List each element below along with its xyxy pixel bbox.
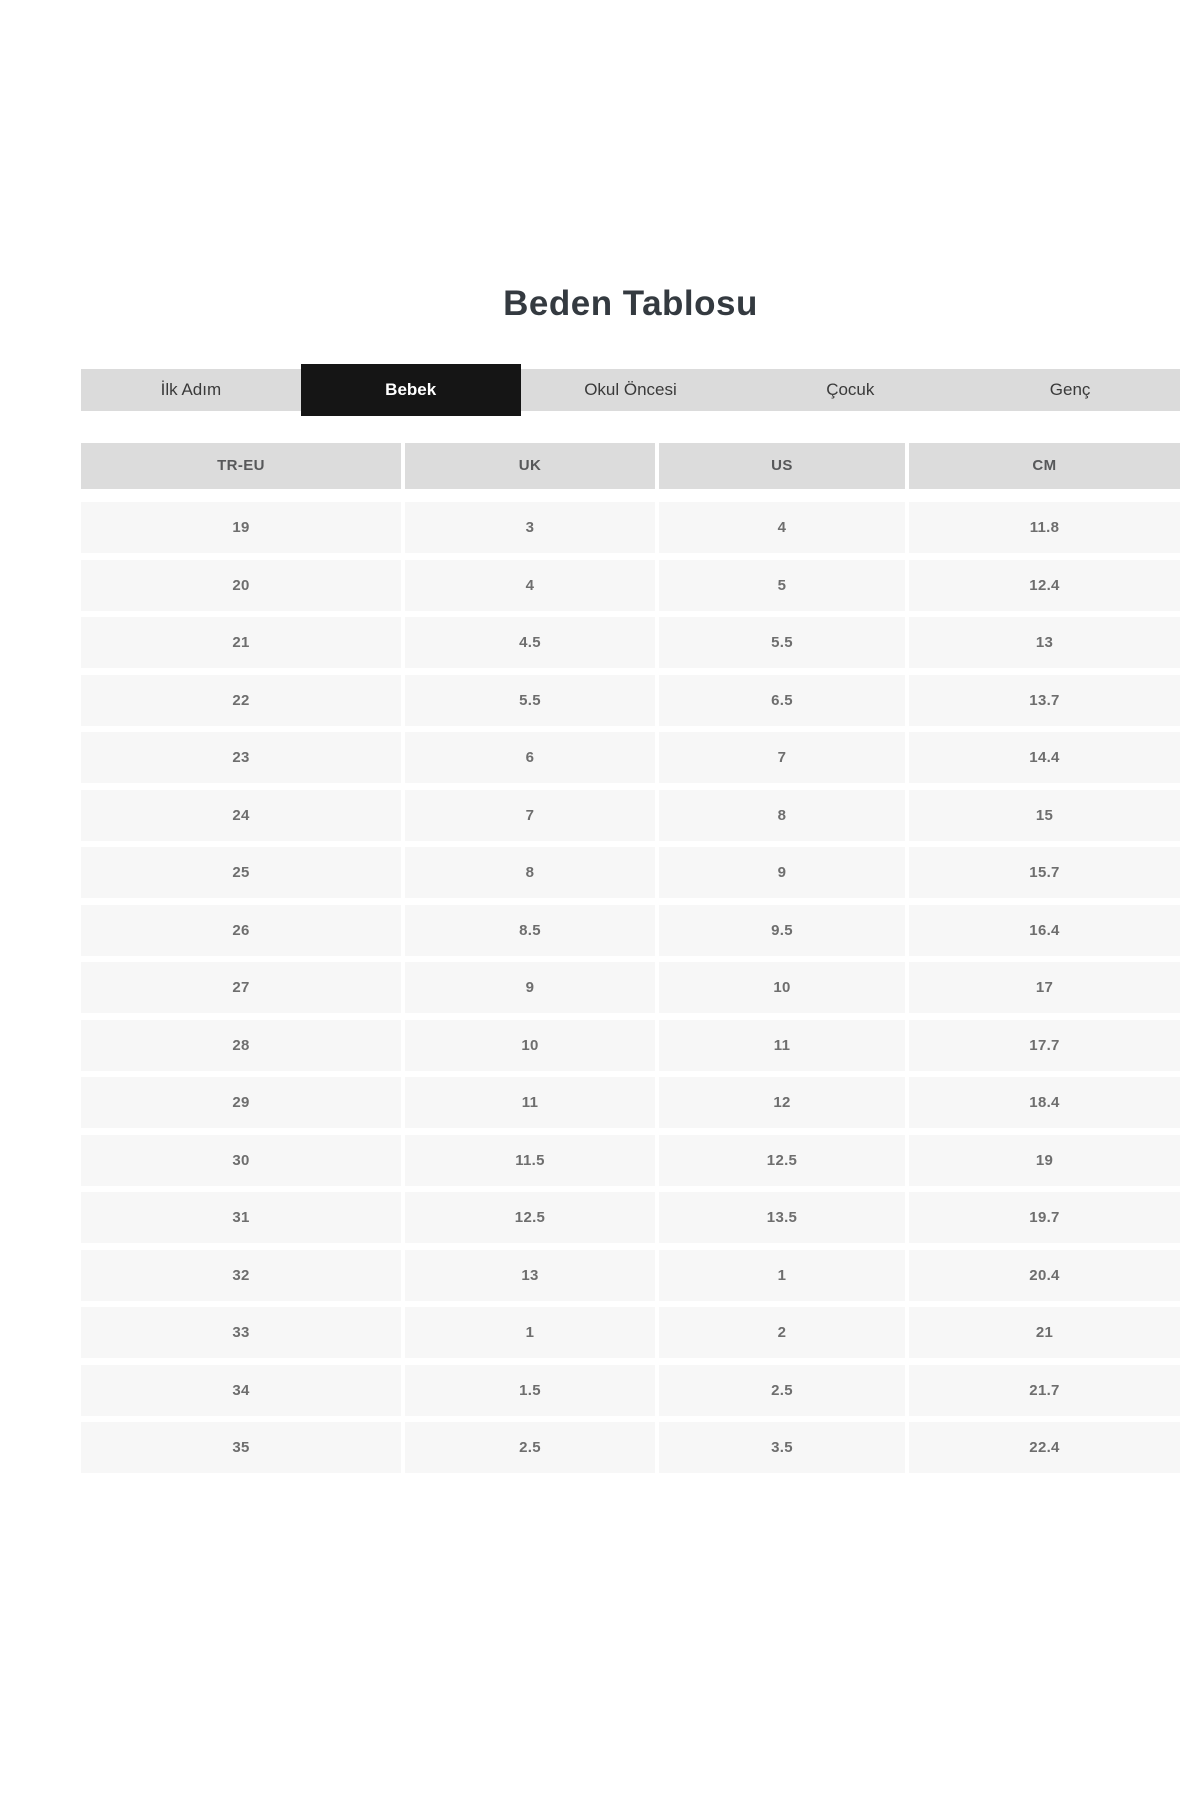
table-row bbox=[81, 732, 1180, 783]
size-table-body bbox=[81, 502, 1180, 1473]
table-cell: 18.4 bbox=[909, 1077, 1180, 1128]
table-cell: 1 bbox=[405, 1307, 655, 1358]
table-cell: 23 bbox=[81, 732, 401, 783]
table-cell: 9 bbox=[405, 962, 655, 1013]
table-cell: 9.5 bbox=[659, 905, 905, 956]
table-cell: 31 bbox=[81, 1192, 401, 1243]
table-cell: 35 bbox=[81, 1422, 401, 1473]
table-cell: 15.7 bbox=[909, 847, 1180, 898]
table-row bbox=[81, 1020, 1180, 1071]
table-row bbox=[81, 675, 1180, 726]
table-cell: 21.7 bbox=[909, 1365, 1180, 1416]
size-category-tabs bbox=[81, 369, 1180, 411]
table-row bbox=[81, 1422, 1180, 1473]
table-cell: 6 bbox=[405, 732, 655, 783]
table-cell: 3.5 bbox=[659, 1422, 905, 1473]
table-row bbox=[81, 790, 1180, 841]
table-cell: 21 bbox=[81, 617, 401, 668]
table-cell: 29 bbox=[81, 1077, 401, 1128]
table-cell: 12.5 bbox=[659, 1135, 905, 1186]
table-cell: 25 bbox=[81, 847, 401, 898]
table-row bbox=[81, 962, 1180, 1013]
table-cell: 13 bbox=[909, 617, 1180, 668]
table-row bbox=[81, 502, 1180, 553]
table-cell: 9 bbox=[659, 847, 905, 898]
table-cell: 4.5 bbox=[405, 617, 655, 668]
table-cell: 22.4 bbox=[909, 1422, 1180, 1473]
table-row bbox=[81, 1307, 1180, 1358]
table-cell: 4 bbox=[405, 560, 655, 611]
table-row bbox=[81, 1077, 1180, 1128]
table-cell: 16.4 bbox=[909, 905, 1180, 956]
table-cell: 19 bbox=[81, 502, 401, 553]
table-cell: 8.5 bbox=[405, 905, 655, 956]
table-cell: 17 bbox=[909, 962, 1180, 1013]
table-cell: 11 bbox=[659, 1020, 905, 1071]
table-cell: 21 bbox=[909, 1307, 1180, 1358]
size-chart-page bbox=[81, 0, 1180, 1473]
table-cell: 8 bbox=[659, 790, 905, 841]
tab-okul-oncesi[interactable]: Okul Öncesi bbox=[584, 380, 677, 399]
table-cell: 27 bbox=[81, 962, 401, 1013]
table-cell: 11 bbox=[405, 1077, 655, 1128]
table-row bbox=[81, 1192, 1180, 1243]
table-row bbox=[81, 1135, 1180, 1186]
table-cell: 26 bbox=[81, 905, 401, 956]
page-title: Beden Tablosu bbox=[503, 284, 758, 323]
table-cell: 2 bbox=[659, 1307, 905, 1358]
table-cell: 2.5 bbox=[659, 1365, 905, 1416]
table-cell: 1 bbox=[659, 1250, 905, 1301]
table-cell: 17.7 bbox=[909, 1020, 1180, 1071]
table-cell: 6.5 bbox=[659, 675, 905, 726]
table-cell: 2.5 bbox=[405, 1422, 655, 1473]
table-cell: 8 bbox=[405, 847, 655, 898]
tab-genc[interactable]: Genç bbox=[1049, 380, 1091, 399]
table-row bbox=[81, 847, 1180, 898]
column-header: TR-EU bbox=[81, 443, 401, 489]
table-cell: 5.5 bbox=[405, 675, 655, 726]
table-cell: 11.5 bbox=[405, 1135, 655, 1186]
tab-ilk-adim[interactable]: İlk Adım bbox=[160, 380, 222, 399]
table-row bbox=[81, 1365, 1180, 1416]
table-cell: 13 bbox=[405, 1250, 655, 1301]
table-cell: 14.4 bbox=[909, 732, 1180, 783]
table-row bbox=[81, 560, 1180, 611]
table-cell: 3 bbox=[405, 502, 655, 553]
table-cell: 15 bbox=[909, 790, 1180, 841]
table-cell: 5 bbox=[659, 560, 905, 611]
table-cell: 19 bbox=[909, 1135, 1180, 1186]
table-cell: 13.5 bbox=[659, 1192, 905, 1243]
tab-bebek[interactable]: Bebek bbox=[301, 364, 521, 416]
tab-cocuk[interactable]: Çocuk bbox=[826, 380, 875, 399]
table-row bbox=[81, 1250, 1180, 1301]
table-cell: 12 bbox=[659, 1077, 905, 1128]
table-cell: 7 bbox=[659, 732, 905, 783]
table-cell: 22 bbox=[81, 675, 401, 726]
column-header: US bbox=[659, 443, 905, 489]
column-header: CM bbox=[909, 443, 1180, 489]
table-cell: 10 bbox=[659, 962, 905, 1013]
table-cell: 1.5 bbox=[405, 1365, 655, 1416]
table-cell: 19.7 bbox=[909, 1192, 1180, 1243]
table-cell: 13.7 bbox=[909, 675, 1180, 726]
table-cell: 24 bbox=[81, 790, 401, 841]
column-header: UK bbox=[405, 443, 655, 489]
table-cell: 32 bbox=[81, 1250, 401, 1301]
table-cell: 34 bbox=[81, 1365, 401, 1416]
table-cell: 11.8 bbox=[909, 502, 1180, 553]
table-cell: 12.5 bbox=[405, 1192, 655, 1243]
table-cell: 5.5 bbox=[659, 617, 905, 668]
table-cell: 12.4 bbox=[909, 560, 1180, 611]
table-cell: 10 bbox=[405, 1020, 655, 1071]
table-row bbox=[81, 905, 1180, 956]
table-cell: 33 bbox=[81, 1307, 401, 1358]
table-cell: 20 bbox=[81, 560, 401, 611]
table-cell: 7 bbox=[405, 790, 655, 841]
table-header-row bbox=[81, 443, 1180, 489]
table-cell: 28 bbox=[81, 1020, 401, 1071]
table-row bbox=[81, 617, 1180, 668]
table-cell: 4 bbox=[659, 502, 905, 553]
table-cell: 20.4 bbox=[909, 1250, 1180, 1301]
table-cell: 30 bbox=[81, 1135, 401, 1186]
